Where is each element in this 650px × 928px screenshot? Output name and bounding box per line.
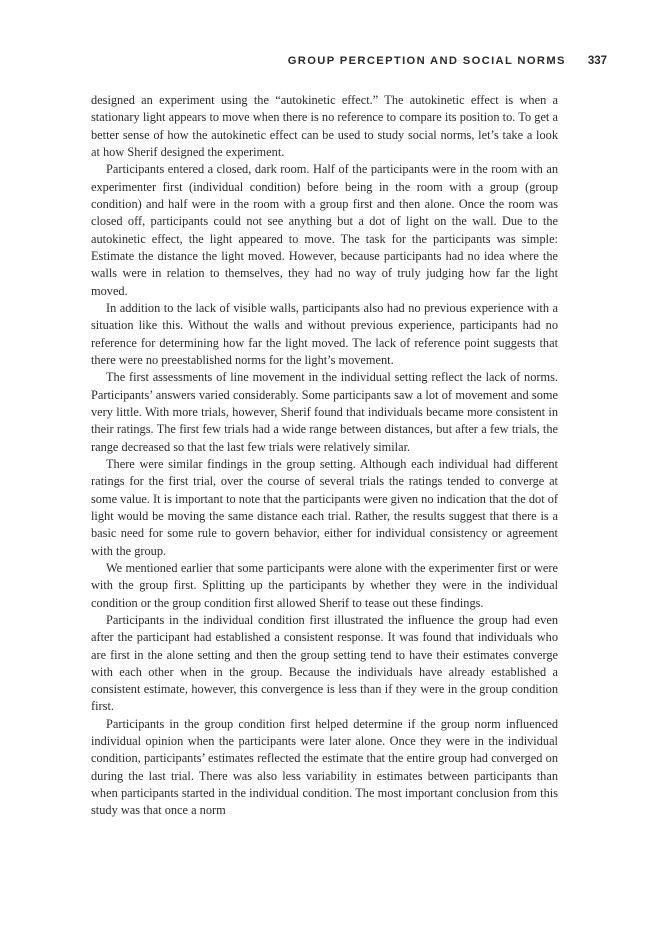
paragraph: Participants entered a closed, dark room. Half of the participants were in the room with an experimenter first (individual condition) before being in the room with a group (group condition) and half were in the room with a group first and then alone. Once the room was closed off, participants could not see anything but a dot of light on the wall. Due to the autokinetic effect, the light appeared to move. The task for the participants was simple: Estimate the distance the light moved. However, because participants had no idea where the walls were in relation to themselves, they had no way of truly judging how far the light moved. bbox=[91, 162, 558, 298]
paragraph: Participants in the individual condition first illustrated the influence the group had even after the participant had established a consistent response. It was found that individuals who are first in the alone setting and then the group setting tend to have their estimates converge with each other when in the group. Because the individuals have already established a consistent estimate, however, this convergence is less than if they were in the group condition first. bbox=[91, 612, 558, 714]
paragraph: There were similar findings in the group setting. Although each individual had different ratings for the first trial, over the course of several trials the ratings tended to converge at some value. It is important to note that the participants were given no indication that the dot of light would be moving the same distance each trial. Rather, the results suggest that there is a basic need for some rule to govern behavior, either for individual consistency or agreement with the group. bbox=[91, 456, 558, 558]
page-number: 337 bbox=[587, 55, 607, 67]
paragraph: The first assessments of line movement in the individual setting reflect the lack of norms. Participants’ answers varied considerably. Some participants saw a lot of movement and some very little. With more trials, however, Sherif found that individuals became more consistent in their ratings. The first few trials had a wide range between distances, but after a few trials, the range decreased so that the last few trials were relatively similar. bbox=[91, 370, 558, 454]
paragraph: Participants in the group condition first helped determine if the group norm influenced individual opinion when the participants were later alone. Once they were in the individual condition, participants’ estimates reflected the estimate that the entire group had converged on during the last trial. There was also less variability in estimates between participants than when participants started in the individual condition. The most important conclusion from this study was that once a norm bbox=[91, 716, 558, 818]
paragraph-continued: designed an experiment using the “autokinetic effect.” The autokinetic effect is when a stationary light appears to move when there is no reference to compare its position to. To get a better sense of how the autokinetic effect can be used to study social norms, let’s take a look at how Sherif designed the experiment. bbox=[91, 93, 558, 159]
paragraph: In addition to the lack of visible walls, participants also had no previous experience with a situation like this. Without the walls and without previous experience, participants had no reference for determining how far the light moved. The lack of reference point suggests that there were no preestablished norms for the light’s movement. bbox=[91, 300, 558, 367]
paragraph: We mentioned earlier that some participants were alone with the experimenter first or were with the group first. Splitting up the participants by whether they were in the individual condition or the group condition first allowed Sherif to tease out these findings. bbox=[91, 560, 558, 610]
body-text bbox=[91, 92, 558, 820]
running-title: GROUP PERCEPTION AND SOCIAL NORMS bbox=[287, 55, 566, 67]
running-head bbox=[60, 55, 607, 67]
